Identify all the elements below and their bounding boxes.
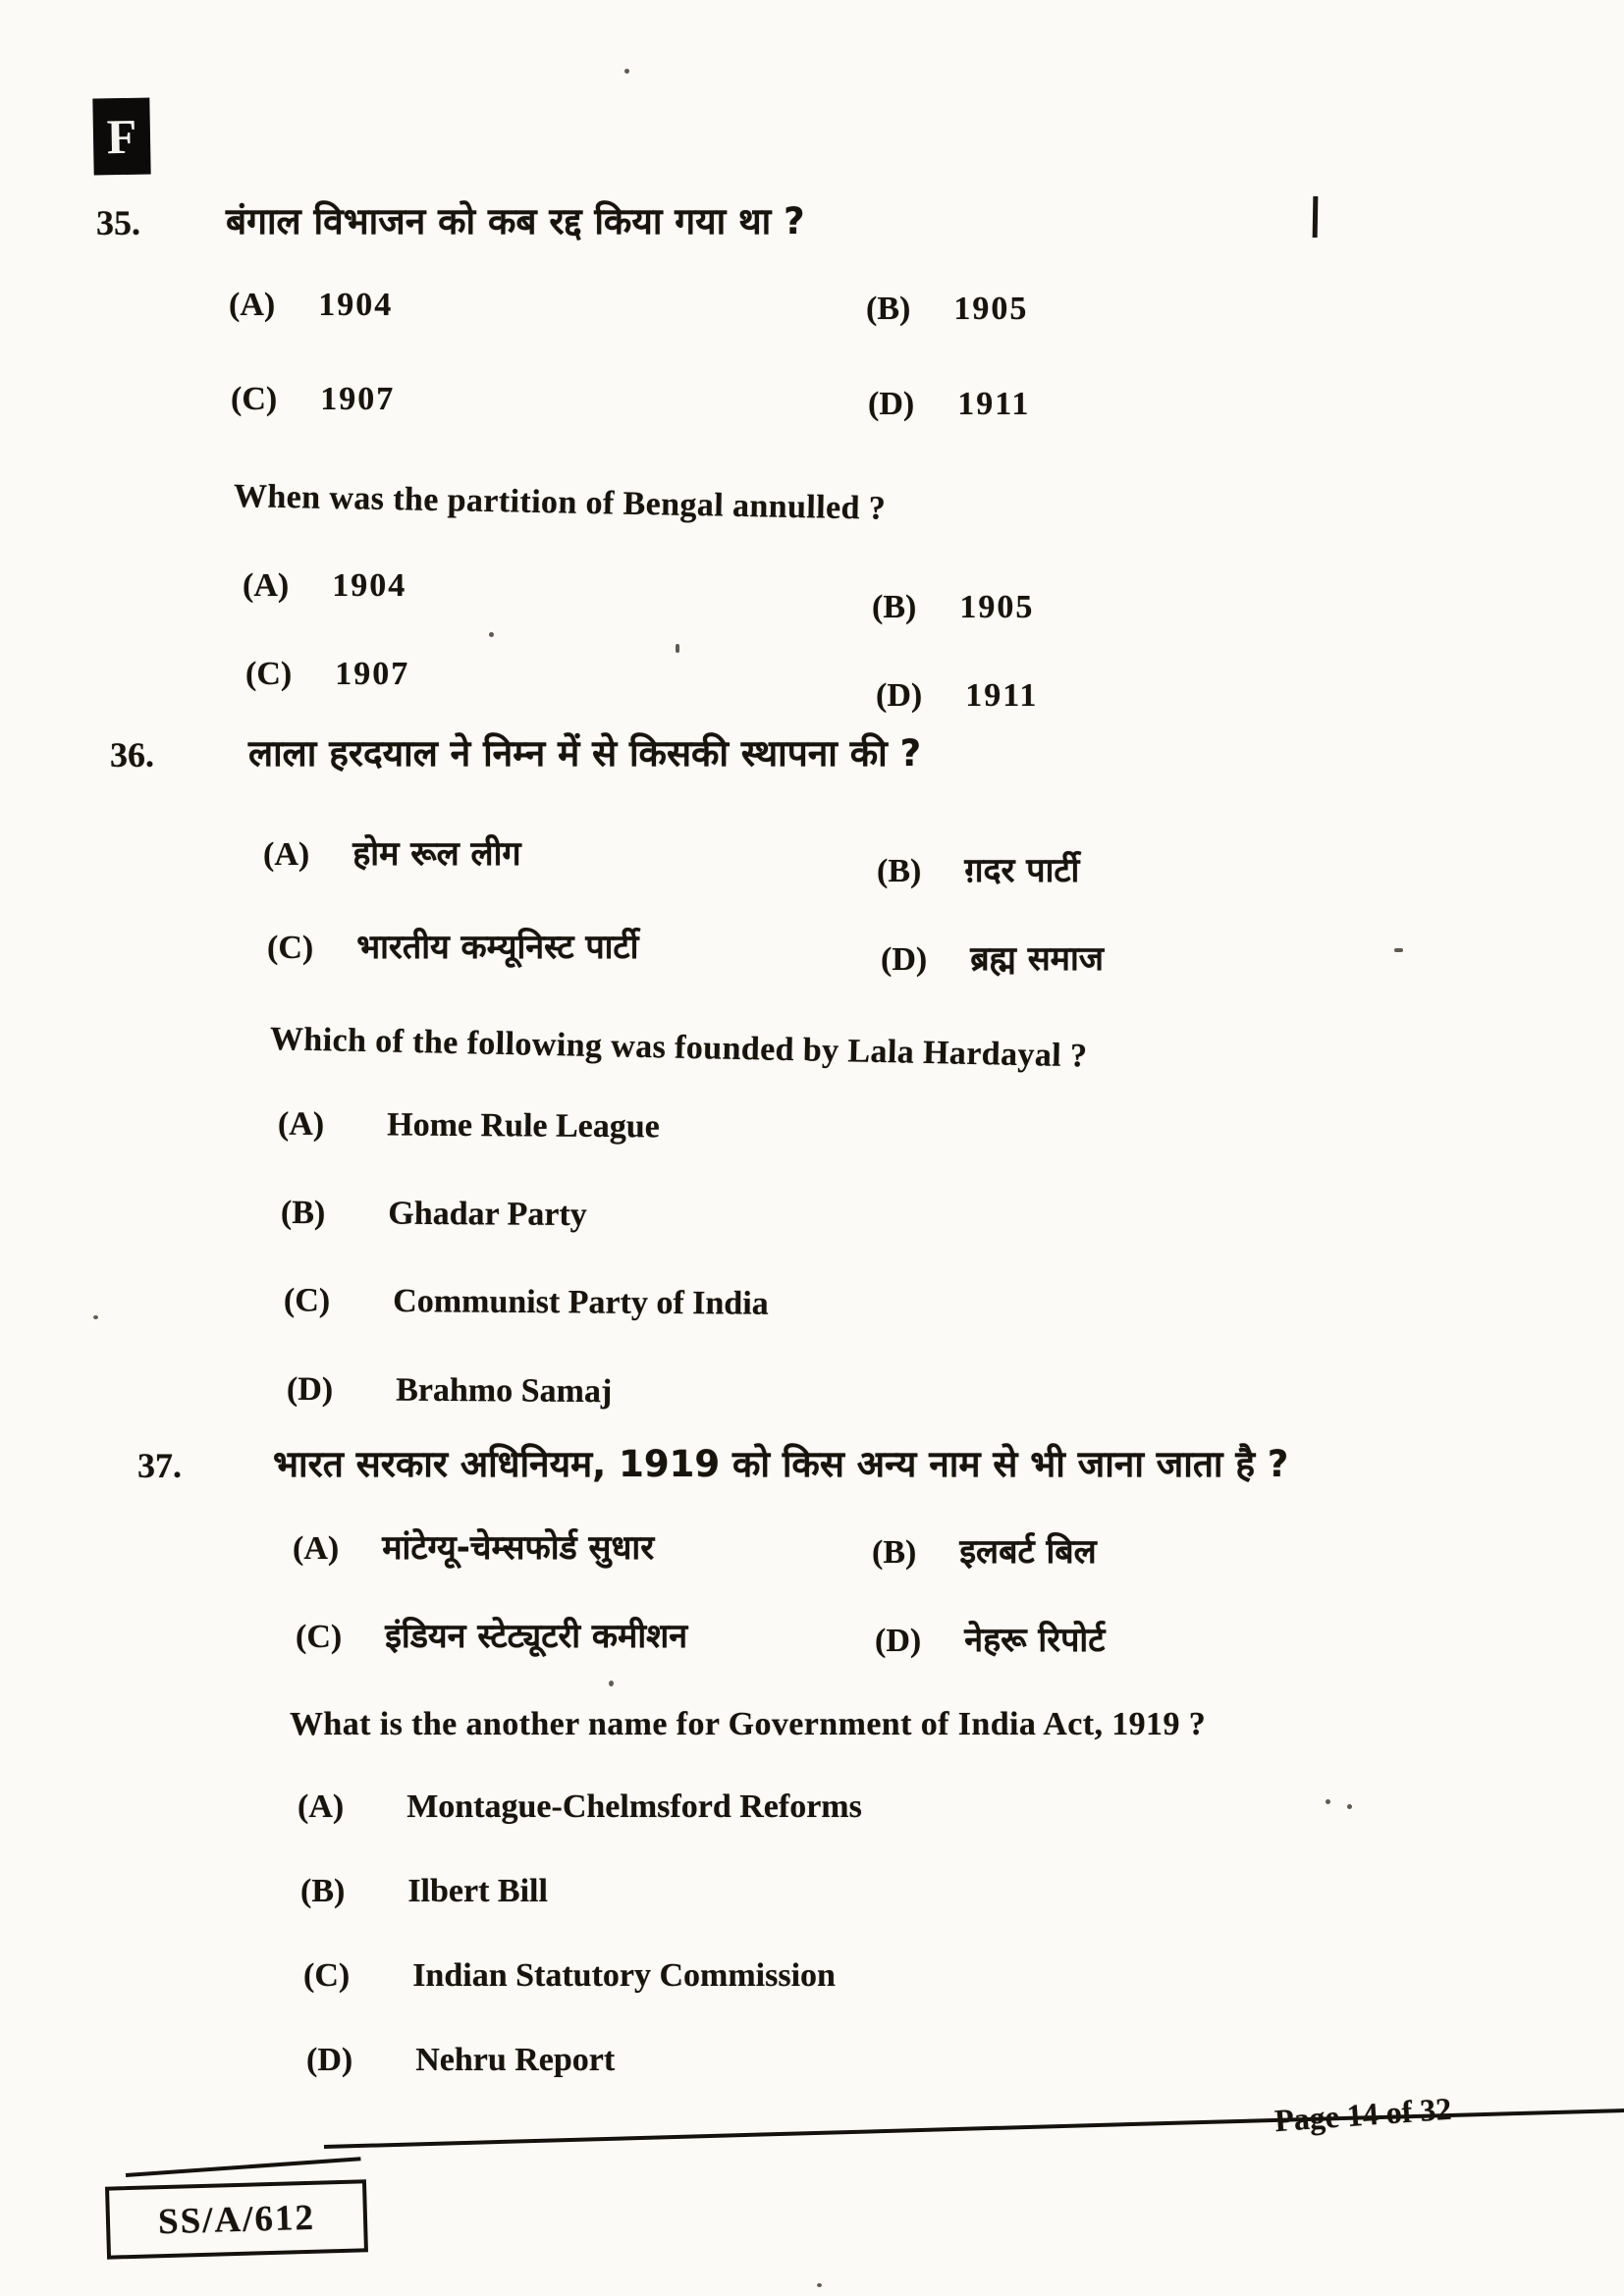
option-english bbox=[872, 589, 1034, 626]
option-english bbox=[281, 1195, 587, 1234]
option-english bbox=[243, 567, 406, 605]
option-text: 1904 bbox=[318, 287, 394, 323]
question-text-english: When was the partition of Bengal annulled ? bbox=[233, 478, 887, 527]
option-label: (A) bbox=[277, 1105, 325, 1143]
option-label: (A) bbox=[298, 1789, 345, 1825]
option-english bbox=[298, 1789, 862, 1826]
option-hindi bbox=[877, 846, 1079, 891]
question-text-english: What is the another name for Government of India Act, 1919 ? bbox=[290, 1706, 1207, 1742]
form-code-badge bbox=[92, 97, 150, 175]
option-label: (C) bbox=[283, 1282, 331, 1319]
option-label: (B) bbox=[877, 853, 922, 889]
option-text: Ilbert Bill bbox=[407, 1873, 548, 1909]
option-label: (A) bbox=[263, 836, 310, 873]
option-label: (A) bbox=[243, 567, 290, 604]
option-text: Communist Party of India bbox=[393, 1283, 769, 1322]
option-english bbox=[245, 656, 409, 693]
scan-mark-vertical bbox=[1313, 196, 1319, 238]
option-label: (D) bbox=[306, 2042, 353, 2078]
option-text: भारतीय कम्यूनिस्ट पार्टी bbox=[356, 928, 639, 967]
option-english bbox=[300, 1873, 548, 1910]
option-english bbox=[876, 677, 1038, 715]
option-text: 1905 bbox=[953, 291, 1029, 327]
option-text: 1911 bbox=[965, 677, 1039, 714]
option-text: Montague-Chelmsford Reforms bbox=[406, 1789, 862, 1825]
question-text-hindi: लाला हरदयाल ने निम्न में से किसकी स्थापना की ? bbox=[248, 732, 922, 774]
option-text: मांटेग्यू-चेम्सफोर्ड सुधार bbox=[382, 1528, 655, 1568]
option-label: (B) bbox=[280, 1194, 326, 1232]
option-text: Ghadar Party bbox=[388, 1195, 587, 1234]
booklet-code-text: SS/A/612 bbox=[157, 2197, 316, 2242]
scan-speck bbox=[1347, 1804, 1352, 1809]
option-text: Home Rule League bbox=[387, 1106, 660, 1146]
option-label: (B) bbox=[300, 1873, 346, 1909]
option-text: इलबर्ट बिल bbox=[959, 1532, 1097, 1572]
question-text-hindi: बंगाल विभाजन को कब रद्द किया गया था ? bbox=[226, 200, 805, 242]
option-english bbox=[278, 1106, 660, 1147]
option-text: Nehru Report bbox=[415, 2042, 616, 2078]
scan-speck bbox=[1326, 1799, 1330, 1804]
scan-speck bbox=[817, 2283, 822, 2287]
scan-speck bbox=[676, 644, 679, 653]
scan-speck bbox=[609, 1681, 614, 1686]
booklet-code-box bbox=[105, 2179, 368, 2259]
footer-rule-left bbox=[126, 2157, 361, 2177]
option-label: (C) bbox=[231, 381, 278, 417]
option-text: इंडियन स्टेट्यूटरी कमीशन bbox=[385, 1617, 688, 1656]
option-hindi bbox=[296, 1612, 687, 1657]
option-text: Brahmo Samaj bbox=[396, 1371, 613, 1411]
option-hindi bbox=[866, 291, 1028, 328]
option-hindi bbox=[868, 386, 1030, 423]
option-hindi bbox=[263, 829, 521, 875]
option-hindi bbox=[231, 381, 395, 418]
option-text: 1907 bbox=[335, 656, 410, 692]
option-label: (C) bbox=[245, 656, 293, 692]
option-label: (B) bbox=[872, 1534, 917, 1571]
option-hindi bbox=[875, 1616, 1105, 1661]
option-label: (D) bbox=[876, 677, 923, 714]
option-label: (C) bbox=[303, 1957, 351, 1994]
option-english bbox=[284, 1282, 769, 1322]
option-label: (D) bbox=[286, 1370, 334, 1409]
page-indicator: Page 14 of 32 bbox=[1272, 2090, 1453, 2139]
option-text: 1904 bbox=[332, 567, 407, 604]
question-text-english: Which of the following was founded by Lala Hardayal ? bbox=[269, 1021, 1088, 1075]
option-text: 1911 bbox=[957, 386, 1031, 422]
scan-speck bbox=[1394, 948, 1403, 952]
question-text-hindi: भारत सरकार अधिनियम, 1919 को किस अन्य नाम से भी जाना जाता है ? bbox=[273, 1443, 1289, 1485]
option-label: (C) bbox=[296, 1619, 343, 1655]
option-hindi bbox=[872, 1527, 1097, 1573]
form-code-text: F bbox=[106, 108, 137, 165]
scan-speck bbox=[624, 69, 629, 74]
option-hindi bbox=[293, 1523, 654, 1569]
option-label: (D) bbox=[868, 386, 915, 422]
scan-speck bbox=[93, 1315, 98, 1319]
scan-speck bbox=[489, 632, 494, 637]
option-hindi bbox=[267, 923, 638, 968]
question-number: 35. bbox=[96, 203, 140, 242]
option-label: (D) bbox=[881, 941, 928, 978]
option-label: (B) bbox=[872, 589, 917, 625]
option-label: (A) bbox=[293, 1530, 340, 1567]
option-hindi bbox=[881, 934, 1104, 980]
option-text: Indian Statutory Commission bbox=[412, 1957, 836, 1994]
option-english bbox=[303, 1957, 836, 1995]
option-text: ब्रह्म समाज bbox=[970, 939, 1105, 979]
option-text: 1905 bbox=[959, 589, 1035, 625]
option-text: नेहरू रिपोर्ट bbox=[964, 1621, 1106, 1660]
question-number: 36. bbox=[110, 735, 154, 774]
option-label: (C) bbox=[267, 930, 314, 966]
option-hindi bbox=[229, 287, 393, 324]
option-label: (B) bbox=[866, 291, 911, 327]
option-english bbox=[306, 2042, 615, 2079]
option-text: 1907 bbox=[320, 381, 396, 417]
option-text: होम रूल लीग bbox=[352, 834, 521, 874]
option-english bbox=[287, 1371, 613, 1411]
option-text: ग़दर पार्टी bbox=[964, 851, 1080, 890]
option-label: (D) bbox=[875, 1623, 922, 1659]
option-label: (A) bbox=[229, 287, 276, 323]
question-number: 37. bbox=[137, 1446, 182, 1485]
